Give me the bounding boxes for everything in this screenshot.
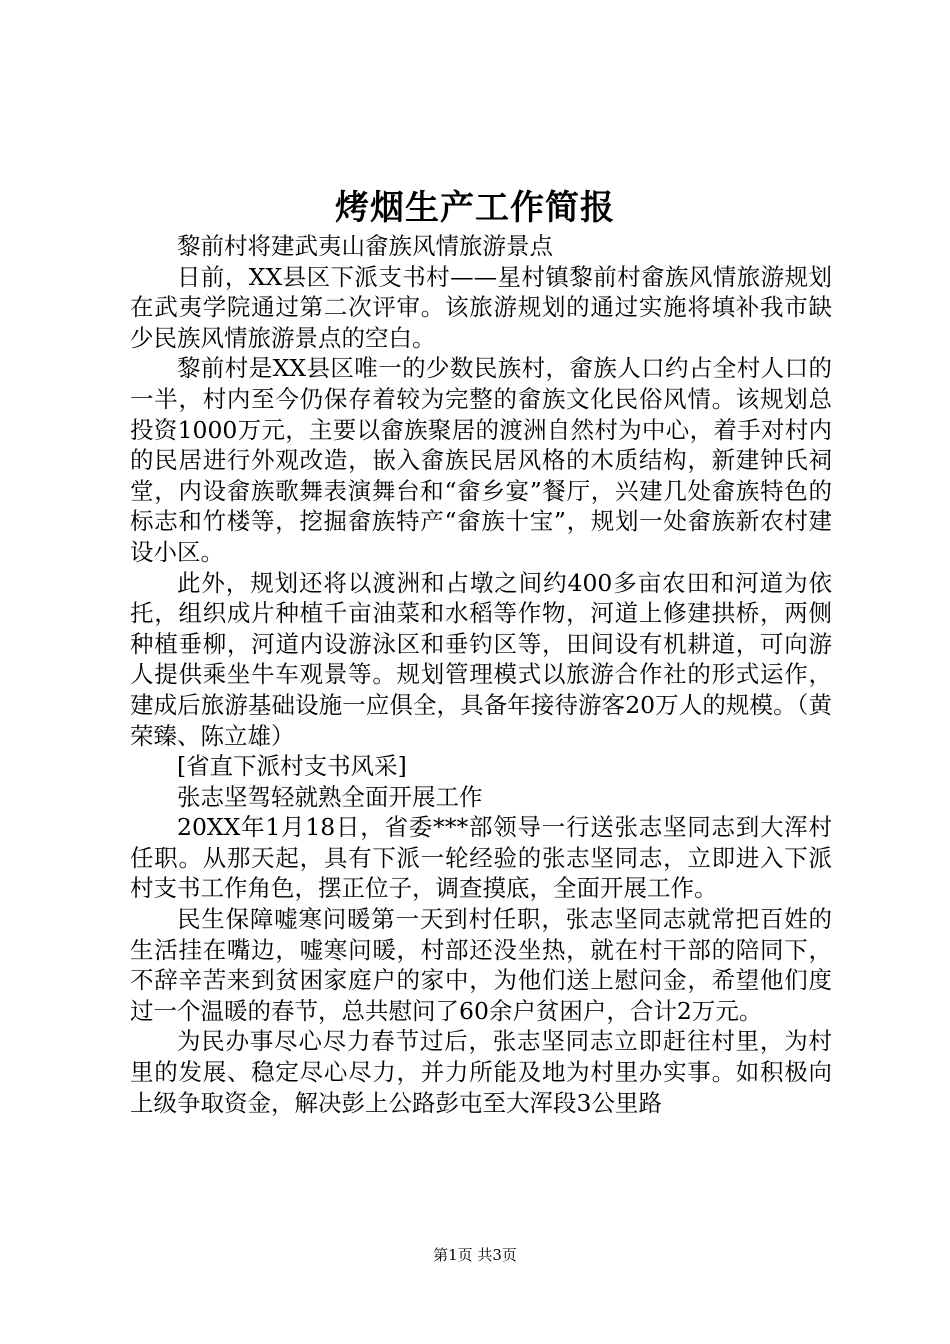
- document-title: 烤烟生产工作简报: [335, 188, 615, 228]
- document-body: [130, 231, 832, 1118]
- paragraph: 黎前村是XX县区唯一的少数民族村，畲族人口约占全村人口的一半，村内至今仍保存着较为完整的畲族文化民俗风情。该规划总投资1000万元，主要以畲族聚居的渡洲自然村为中心，着手对村内的民居进行外观改造，嵌入畲族民居风格的木质结构，新建钟氏祠堂，内设畲族歌舞表演舞台和“畲乡宴”餐厅，兴建几处畲族特色的标志和竹楼等，挖掘畲族特产“畲族十宝”，规划一处畲族新农村建设小区。: [130, 354, 832, 566]
- paragraph: 民生保障嘘寒问暖第一天到村任职，张志坚同志就常把百姓的生活挂在嘴边，嘘寒问暖，村部还没坐热，就在村干部的陪同下，不辞辛苦来到贫困家庭户的家中，为他们送上慰问金，希望他们度过一个温暖的春节，总共慰问了60余户贫困户，合计2万元。: [130, 905, 832, 1025]
- paragraph: 为民办事尽心尽力春节过后，张志坚同志立即赶往村里，为村里的发展、稳定尽心尽力，并力所能及地为村里办实事。如积极向上级争取资金，解决彭上公路彭屯至大浑段3公里路: [130, 1027, 832, 1117]
- paragraph-section-tag: [省直下派村支书风采]: [177, 752, 407, 781]
- paragraph: 日前，XX县区下派支书村——星村镇黎前村畲族风情旅游规划在武夷学院通过第二次评审。该旅游规划的通过实施将填补我市缺少民族风情旅游景点的空白。: [130, 262, 832, 352]
- paragraph: 20XX年1月18日，省委***部领导一行送张志坚同志到大浑村任职。从那天起，具有下派一轮经验的张志坚同志，立即进入下派村支书工作角色，摆正位子，调查摸底，全面开展工作。: [130, 813, 832, 903]
- page-footer: 第1页 共3页: [433, 1246, 517, 1264]
- paragraph-subtitle-zhang: 张志坚驾轻就熟全面开展工作: [177, 782, 483, 811]
- paragraph: 此外，规划还将以渡洲和占墩之间约400多亩农田和河道为依托，组织成片种植千亩油菜和水稻等作物，河道上修建拱桥，两侧种植垂柳，河道内设游泳区和垂钓区等，田间设有机耕道，可向游人提供乘坐牛车观景等。规划管理模式以旅游合作社的形式运作，建成后旅游基础设施一应俱全，具备年接待游客20万人的规模。（黄荣臻、陈立雄）: [130, 568, 832, 750]
- paragraph-subtitle-tourism: 黎前村将建武夷山畲族风情旅游景点: [177, 232, 553, 260]
